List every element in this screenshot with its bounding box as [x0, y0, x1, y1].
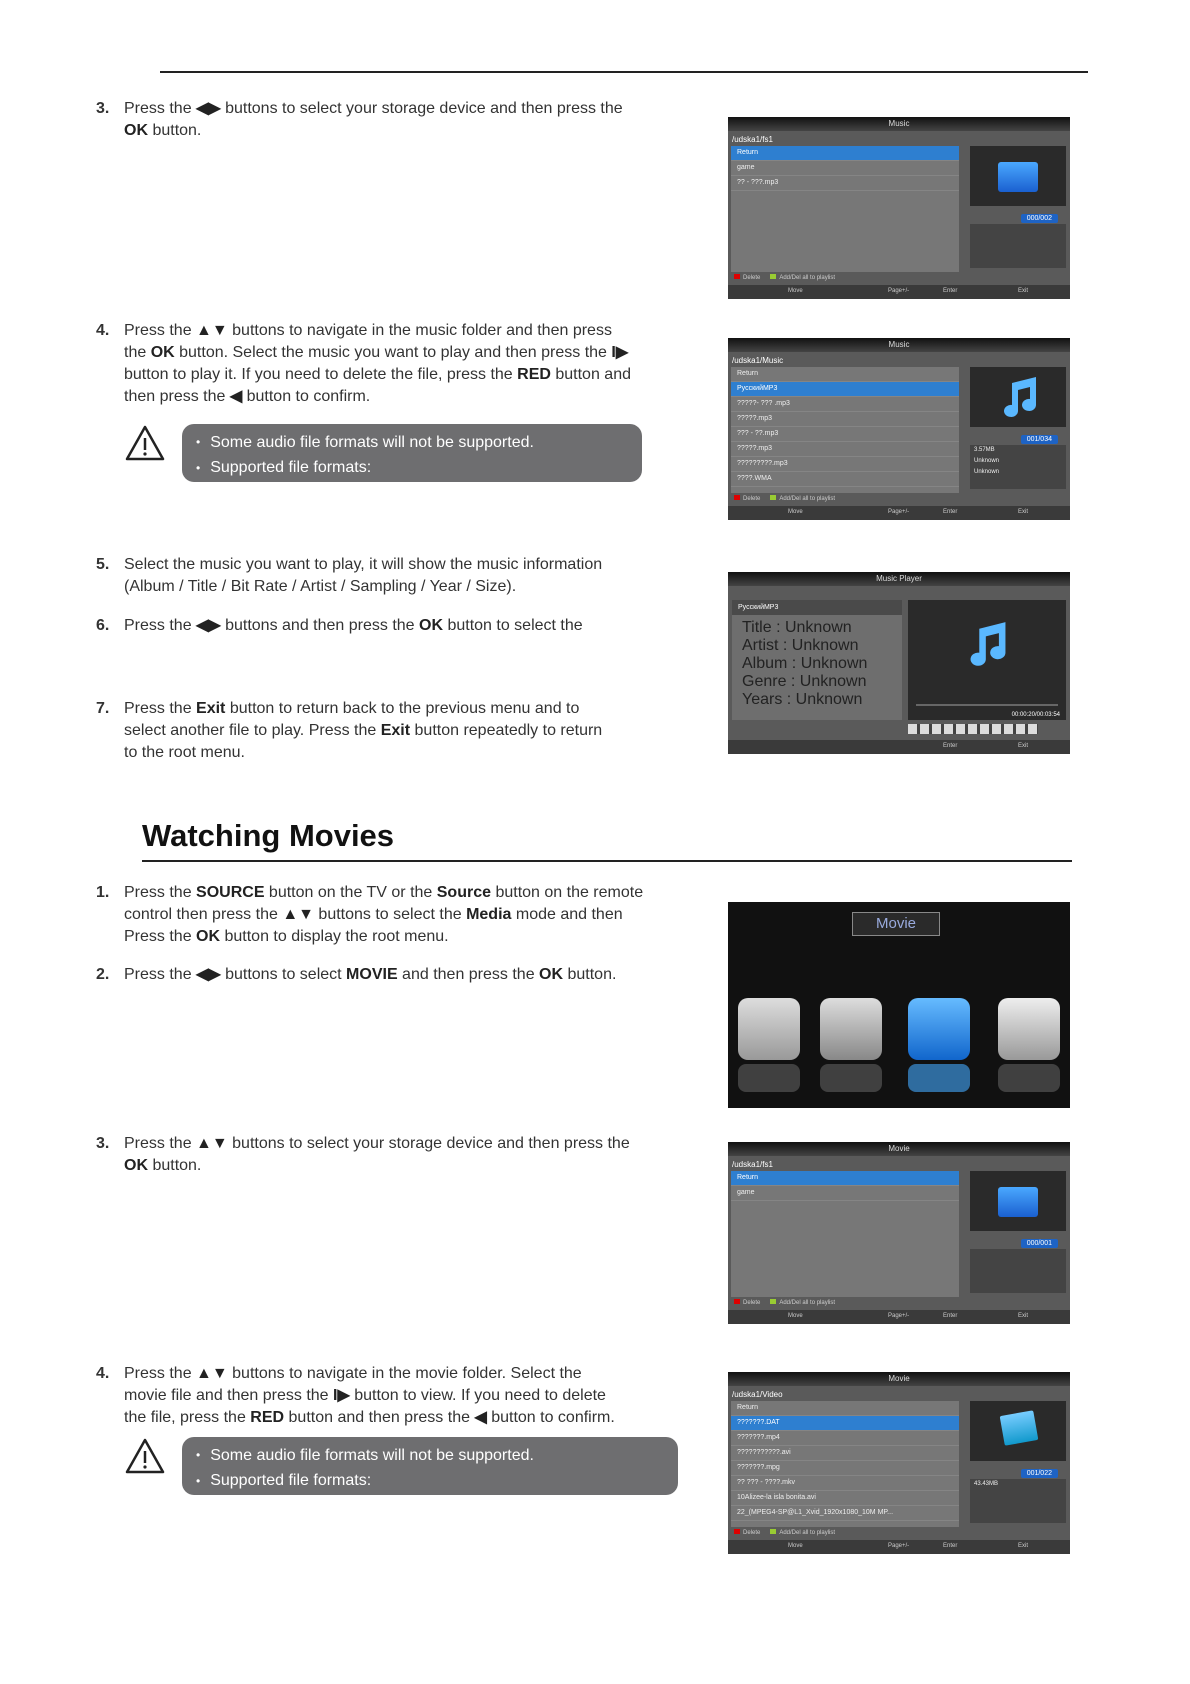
movie-note-box [182, 1437, 678, 1495]
file-row[interactable]: ???????????.avi [731, 1446, 959, 1461]
screen-path: /udska1/fs1 [732, 1160, 773, 1169]
section-rule [142, 860, 1072, 862]
step-text: Press the SOURCE button on the TV or the Source button on the remote control then press the ▲▼ buttons to select the Media mode and then Press the OK button to display the root menu. [124, 884, 644, 945]
photo-icon[interactable] [738, 998, 800, 1060]
music-root-screenshot [728, 117, 1070, 299]
info-line: Title : Unknown [742, 619, 852, 636]
info-line: Album : Unknown [742, 655, 868, 672]
file-row[interactable]: game [731, 161, 959, 176]
step-text: Press the Exit button to return back to the previous menu and to select another file to play. Press the Exit button repeatedly to return to the root menu. [124, 700, 603, 761]
file-row[interactable]: Return [731, 367, 959, 382]
movie-step [96, 1133, 686, 1177]
file-row[interactable]: ????.WMA [731, 472, 959, 487]
page-hint: Page+/- [888, 509, 910, 515]
file-row[interactable]: ?? - ???.mp3 [731, 176, 959, 191]
legend-delete: Delete [743, 1300, 761, 1306]
page-hint: Page+/- [888, 1313, 910, 1319]
track-fields [732, 615, 902, 713]
step-text: Press the ▲▼ buttons to navigate in the music folder and then press the OK button. Select the music you want to play and then press the I▶ button to play it. If you need to delete the file, press the RED button and then press the ◀ button to confirm. [124, 322, 631, 405]
step-number: 7. [96, 700, 110, 717]
exit-hint: Exit [1018, 509, 1029, 515]
screen-title: Music Player [728, 572, 1070, 586]
red-key-icon [734, 1299, 740, 1304]
media-menu-screenshot [728, 902, 1070, 1108]
file-row[interactable]: ???????.mpg [731, 1461, 959, 1476]
movie-step [96, 964, 686, 986]
file-row[interactable]: ?????- ??? .mp3 [731, 397, 959, 412]
movie-root-screenshot [728, 1142, 1070, 1324]
bottom-bar [728, 1540, 1070, 1554]
music-step [96, 320, 686, 408]
music-note-icon [966, 620, 1010, 668]
exit-hint: Exit [1018, 288, 1029, 294]
exit-hint: Exit [1018, 1313, 1029, 1319]
track-info-pane [732, 600, 902, 720]
file-list [731, 146, 959, 272]
info-pane [970, 224, 1066, 268]
menu-label: Movie [852, 912, 940, 936]
info-line: Artist : Unknown [742, 637, 859, 654]
legend [734, 274, 835, 281]
preview-pane [970, 146, 1066, 206]
icon-reflection [820, 1064, 882, 1092]
move-hint: Move [788, 509, 803, 515]
screen-title: Movie [728, 1142, 1070, 1156]
red-key-icon [734, 274, 740, 279]
transport-controls[interactable] [908, 724, 1038, 734]
red-key-icon [734, 1529, 740, 1534]
screen-title: Movie [728, 1372, 1070, 1386]
step-text: Select the music you want to play, it will show the music information (Album / Title / Bit Rate / Artist / Sampling / Year / Size). [124, 556, 603, 595]
green-key-icon [770, 1299, 776, 1304]
step-number: 5. [96, 556, 110, 573]
preview-pane [970, 1401, 1066, 1461]
screen-path: /udska1/Music [732, 356, 784, 365]
page-hint: Page+/- [888, 288, 910, 294]
move-hint: Move [788, 1313, 803, 1319]
step-number: 6. [96, 617, 110, 634]
enter-hint: Enter [943, 288, 958, 294]
step-text: Press the ◀▶ buttons to select your storage device and then press the OK button. [124, 100, 623, 139]
file-counter: 001/034 [1021, 435, 1058, 444]
info-line: Unknown [974, 469, 1000, 475]
screen-title: Music [728, 338, 1070, 352]
exit-hint: Exit [1018, 743, 1029, 749]
art-pane [908, 600, 1066, 720]
file-counter: 001/022 [1021, 1469, 1058, 1478]
top-rule [160, 71, 1088, 73]
info-line: 3.57MB [974, 447, 995, 453]
folder-icon [998, 162, 1038, 192]
warning-icon [124, 424, 166, 462]
bottom-bar [728, 740, 1070, 754]
note-line: • Some audio file formats will not be supported. [196, 1443, 664, 1468]
file-row[interactable]: 22_(MPEG4-SP@L1_Xvid_1920x1080_10M MP... [731, 1506, 959, 1521]
step-number: 2. [96, 966, 110, 983]
file-list [731, 367, 959, 493]
legend [734, 495, 835, 502]
play-time: 00:00:20/00:03:54 [1011, 712, 1060, 718]
file-row[interactable]: ?????.mp3 [731, 442, 959, 457]
clapperboard-icon [1000, 1410, 1039, 1445]
file-counter: 000/001 [1021, 1239, 1058, 1248]
green-key-icon [770, 1529, 776, 1534]
icon-reflection [998, 1064, 1060, 1092]
exit-hint: Exit [1018, 1543, 1029, 1549]
step-text: Press the ▲▼ buttons to select your storage device and then press the OK button. [124, 1135, 630, 1174]
icon-reflection [908, 1064, 970, 1092]
note-line: • Supported file formats: [196, 1468, 664, 1493]
preview-pane [970, 367, 1066, 427]
enter-hint: Enter [943, 1543, 958, 1549]
music-step [96, 698, 686, 764]
music-note-box [182, 424, 642, 482]
legend-delete: Delete [743, 275, 761, 281]
info-line: Years : Unknown [742, 691, 863, 708]
legend-add: Add/Del all to playlist [779, 1530, 836, 1536]
legend-add: Add/Del all to playlist [779, 496, 836, 502]
icon-reflection [738, 1064, 800, 1092]
enter-hint: Enter [943, 509, 958, 515]
music-list-screenshot [728, 338, 1070, 520]
page-hint: Page+/- [888, 1543, 910, 1549]
note-line: • Some audio file formats will not be supported. [196, 430, 628, 455]
file-row[interactable]: ???????.DAT [731, 1416, 959, 1431]
music-step [96, 98, 686, 142]
step-text: Press the ◀▶ buttons and then press the OK button to select the [124, 617, 583, 634]
legend [734, 1299, 835, 1306]
movie-icon[interactable] [908, 998, 970, 1060]
track-name: РусскийMP3 [732, 600, 902, 615]
file-row[interactable]: ??? - ??.mp3 [731, 427, 959, 442]
step-number: 3. [96, 1135, 110, 1152]
file-list [731, 1401, 959, 1527]
file-row[interactable]: ?????????.mp3 [731, 457, 959, 472]
movie-list-screenshot [728, 1372, 1070, 1554]
text-icon[interactable] [998, 998, 1060, 1060]
step-number: 1. [96, 884, 110, 901]
info-pane [970, 1479, 1066, 1523]
move-hint: Move [788, 1543, 803, 1549]
info-pane [970, 445, 1066, 489]
file-row[interactable]: game [731, 1186, 959, 1201]
progress-bar[interactable] [916, 704, 1058, 706]
screen-title: Music [728, 117, 1070, 131]
music-note-icon [1000, 375, 1040, 419]
bottom-bar [728, 285, 1070, 299]
movie-step [96, 1363, 686, 1429]
file-list [731, 1171, 959, 1297]
music-step [96, 615, 686, 637]
screen-path: /udska1/fs1 [732, 135, 773, 144]
legend-delete: Delete [743, 496, 761, 502]
step-text: Press the ◀▶ buttons to select MOVIE and then press the OK button. [124, 966, 617, 983]
movie-step [96, 882, 686, 948]
folder-icon [998, 1187, 1038, 1217]
preview-pane [970, 1171, 1066, 1231]
legend-add: Add/Del all to playlist [779, 275, 836, 281]
move-hint: Move [788, 288, 803, 294]
file-counter: 000/002 [1021, 214, 1058, 223]
legend [734, 1529, 835, 1536]
bottom-bar [728, 506, 1070, 520]
section-title: Watching Movies [142, 818, 395, 853]
music-player-screenshot [728, 572, 1070, 754]
info-line: Unknown [974, 458, 1000, 464]
step-number: 3. [96, 100, 110, 117]
step-number: 4. [96, 1365, 110, 1382]
enter-hint: Enter [943, 743, 958, 749]
enter-hint: Enter [943, 1313, 958, 1319]
green-key-icon [770, 274, 776, 279]
music-icon[interactable] [820, 998, 882, 1060]
step-number: 4. [96, 322, 110, 339]
green-key-icon [770, 495, 776, 500]
warning-icon [124, 1437, 166, 1475]
file-row[interactable]: 10Alizee-la isla bonita.avi [731, 1491, 959, 1506]
info-pane [970, 1249, 1066, 1293]
info-line: 43.43MB [974, 1481, 999, 1487]
legend-delete: Delete [743, 1530, 761, 1536]
music-step [96, 554, 686, 598]
note-line: • Supported file formats: [196, 455, 628, 480]
file-row[interactable]: Return [731, 146, 959, 161]
file-row[interactable]: ?????.mp3 [731, 412, 959, 427]
info-line: Genre : Unknown [742, 673, 867, 690]
red-key-icon [734, 495, 740, 500]
legend-add: Add/Del all to playlist [779, 1300, 836, 1306]
file-row[interactable]: Return [731, 1171, 959, 1186]
screen-path: /udska1/Video [732, 1390, 783, 1399]
file-row[interactable]: ?? ??? - ????.mkv [731, 1476, 959, 1491]
bottom-bar [728, 1310, 1070, 1324]
file-row[interactable]: Return [731, 1401, 959, 1416]
file-row[interactable]: РусскийMP3 [731, 382, 959, 397]
step-text: Press the ▲▼ buttons to navigate in the movie folder. Select the movie file and then press the I▶ button to view. If you need to delete the file, press the RED button and then press the ◀ button to confirm. [124, 1365, 615, 1426]
file-row[interactable]: ???????.mp4 [731, 1431, 959, 1446]
